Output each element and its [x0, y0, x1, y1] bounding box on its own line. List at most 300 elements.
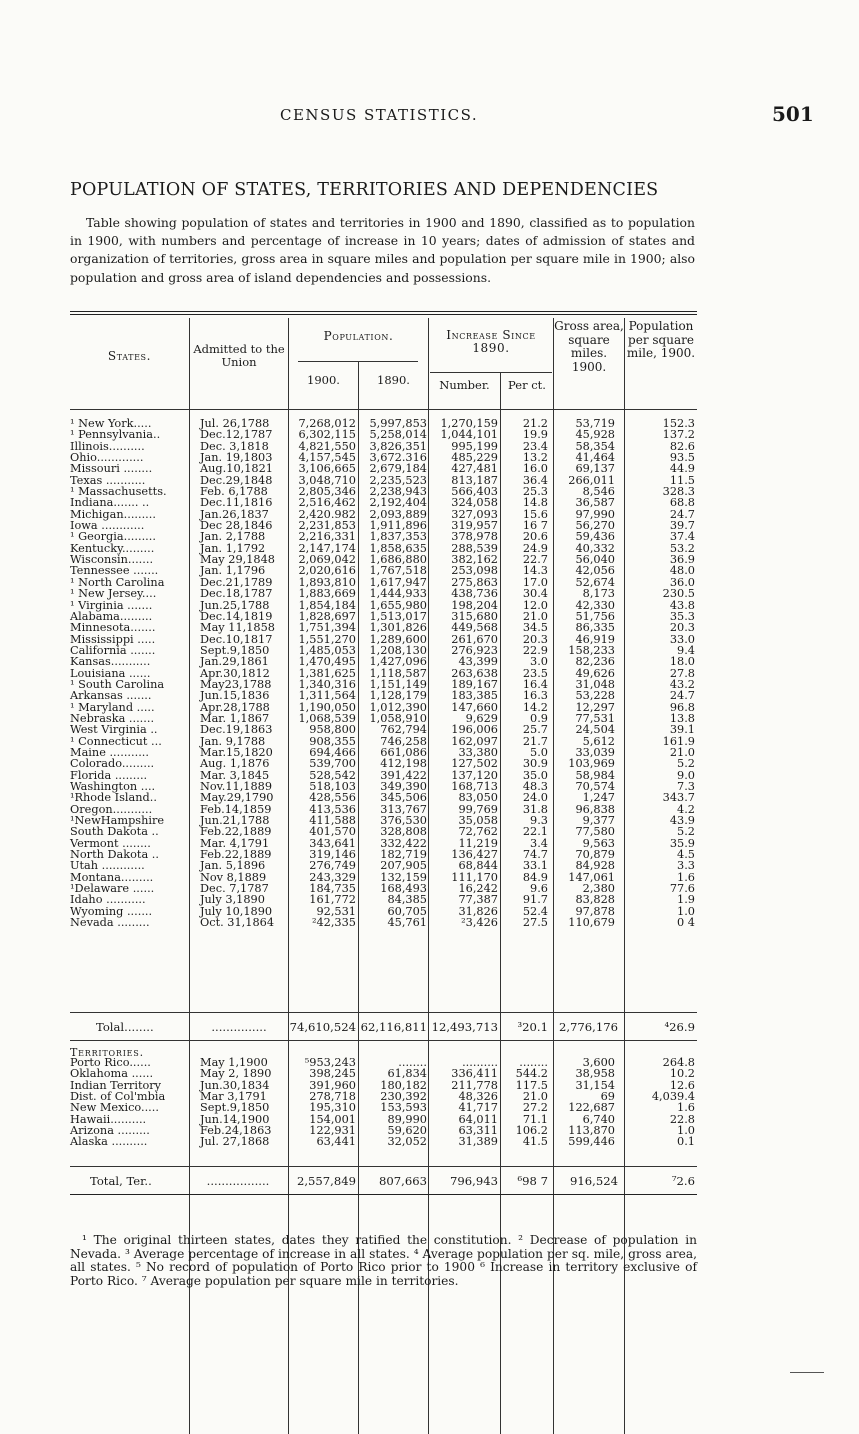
- table-cell: 9.0: [677, 768, 695, 782]
- table-cell: Dec.12,1787: [200, 428, 273, 442]
- table-cell: 266,011: [568, 473, 615, 487]
- table-cell: 3,826,351: [369, 439, 427, 453]
- table-cell: 6,740: [582, 1112, 615, 1126]
- table-cell: Dec. 7,1787: [200, 882, 269, 896]
- table-cell: 33.1: [522, 859, 548, 873]
- table-cell: 276,749: [309, 859, 356, 873]
- table-cell: 2,805,346: [298, 485, 356, 499]
- table-cell: 14.3: [522, 564, 548, 578]
- table-cell: 288,539: [451, 541, 498, 555]
- states-table-body: [70, 418, 697, 928]
- table-cell: Feb.24,1863: [200, 1124, 272, 1138]
- table-cell: 64,011: [458, 1112, 498, 1126]
- header-pop-1890: 1890.: [377, 373, 410, 387]
- terr-total-rule: [70, 1166, 697, 1167]
- table-cell: May23,1788: [200, 677, 272, 691]
- table-cell: 103,969: [568, 757, 615, 771]
- table-cell: 2,216,331: [298, 530, 356, 544]
- territories-total-row: [70, 1174, 697, 1188]
- table-cell: Oct. 31,1864: [200, 916, 275, 930]
- table-cell: May.29,1790: [200, 791, 274, 805]
- table-cell: 84,385: [387, 893, 427, 907]
- table-cell: 11,219: [458, 836, 498, 850]
- table-cell: 52.4: [522, 904, 548, 918]
- table-cell: 1,289,600: [369, 632, 427, 646]
- table-cell: 39.7: [669, 519, 695, 533]
- table-cell: 661,086: [380, 745, 427, 759]
- total-pop-1890: 62,116,811: [360, 1020, 427, 1034]
- terr-total-label: Total, Ter..: [90, 1174, 152, 1188]
- table-cell: 762,794: [380, 723, 427, 737]
- table-cell: 182,719: [380, 848, 427, 862]
- table-cell: 1,247: [582, 791, 615, 805]
- table-cell: 1,686,880: [369, 553, 427, 567]
- table-cell: 70,879: [575, 848, 615, 862]
- table-cell: ..........: [462, 1056, 498, 1069]
- table-cell: 528,542: [309, 768, 356, 782]
- table-cell: 32,052: [387, 1135, 427, 1149]
- table-cell: Mar 3,1791: [200, 1090, 267, 1104]
- table-cell: 196,006: [451, 723, 498, 737]
- table-cell: ¹Delaware ......: [70, 882, 155, 896]
- table-cell: 16,242: [458, 882, 498, 896]
- table-cell: Mar. 4,1791: [200, 836, 270, 850]
- table-cell: 4,157,545: [298, 451, 356, 465]
- table-cell: 13.2: [522, 451, 548, 465]
- table-cell: 198,204: [451, 598, 498, 612]
- table-cell: Jan. 5,1896: [200, 859, 266, 873]
- states-total-row: [70, 1020, 697, 1034]
- header-pop-1900: 1900.: [307, 373, 340, 387]
- table-cell: 92,531: [316, 904, 356, 918]
- table-cell: 336,411: [451, 1067, 498, 1081]
- table-cell: 25.7: [522, 723, 548, 737]
- table-cell: 30.4: [522, 587, 548, 601]
- table-cell: 21.0: [522, 1090, 548, 1104]
- table-cell: ¹ Maryland .....: [70, 700, 155, 714]
- table-cell: 51,756: [575, 609, 615, 623]
- table-cell: 82.6: [669, 439, 695, 453]
- table-cell: 162,097: [451, 734, 498, 748]
- table-cell: Hawaii..........: [70, 1112, 147, 1126]
- table-cell: 10.2: [669, 1067, 695, 1081]
- table-row: [70, 656, 697, 667]
- table-cell: 207,905: [380, 859, 427, 873]
- table-cell: 5.0: [530, 745, 548, 759]
- table-cell: 328,808: [380, 825, 427, 839]
- table-cell: ¹Rhode Island..: [70, 791, 157, 805]
- running-title: CENSUS STATISTICS.: [280, 106, 479, 124]
- table-cell: 43.2: [669, 677, 695, 691]
- table-cell: 8,546: [582, 485, 615, 499]
- table-cell: 485,229: [451, 451, 498, 465]
- table-cell: May 2, 1890: [200, 1067, 272, 1081]
- table-cell: 230,392: [380, 1090, 427, 1104]
- table-cell: 31,048: [575, 677, 615, 691]
- table-cell: 84.9: [522, 870, 548, 884]
- table-cell: Oregon...........: [70, 802, 153, 816]
- table-cell: 27.8: [669, 666, 695, 680]
- table-cell: 3,672.316: [369, 451, 427, 465]
- table-cell: 5,997,853: [369, 417, 427, 430]
- table-cell: 313,767: [380, 802, 427, 816]
- table-cell: 3,048,710: [298, 473, 356, 487]
- table-cell: May 29,1848: [200, 553, 275, 567]
- table-cell: Indian Territory: [70, 1078, 162, 1092]
- table-cell: 161,772: [309, 893, 356, 907]
- table-row: [70, 429, 697, 440]
- table-cell: 36,587: [575, 496, 615, 510]
- table-cell: 48,326: [458, 1090, 498, 1104]
- table-cell: Dec.14,1819: [200, 609, 273, 623]
- table-cell: 1,301,826: [369, 621, 427, 635]
- terr-total-gross-area: 916,524: [570, 1174, 618, 1188]
- table-cell: 1,751,394: [298, 621, 356, 635]
- table-cell: North Dakota ..: [70, 848, 159, 862]
- table-cell: 31,826: [458, 904, 498, 918]
- table-cell: Jun.30,1834: [200, 1078, 270, 1092]
- table-cell: ²42,335: [311, 916, 356, 930]
- table-cell: 2,380: [582, 882, 615, 896]
- table-cell: Nevada .........: [70, 916, 150, 930]
- table-cell: 77,387: [458, 893, 498, 907]
- table-cell: 0.9: [530, 711, 548, 725]
- table-row: [70, 724, 697, 735]
- table-cell: 63,311: [458, 1124, 498, 1138]
- table-cell: 24.7: [669, 507, 695, 521]
- table-cell: 319,957: [451, 519, 498, 533]
- table-top-rule: [70, 311, 697, 312]
- table-cell: 82,236: [575, 655, 615, 669]
- table-cell: 16.3: [522, 689, 548, 703]
- table-cell: 20.3: [669, 621, 695, 635]
- table-cell: 1,068,539: [298, 711, 356, 725]
- terr-total-per-ct: ⁶98 7: [517, 1174, 548, 1188]
- table-cell: 25.3: [522, 485, 548, 499]
- table-cell: Jan. 19,1803: [200, 451, 273, 465]
- table-cell: 2,069,042: [298, 553, 356, 567]
- table-cell: 16.4: [522, 677, 548, 691]
- table-cell: 958,800: [309, 723, 356, 737]
- terr-total-pop-per-mile: ⁷2.6: [671, 1174, 695, 1188]
- table-cell: Jan.26,1837: [200, 507, 269, 521]
- table-cell: 2,516,462: [298, 496, 356, 510]
- territories-table-body: [70, 1057, 697, 1148]
- table-cell: ¹ New York.....: [70, 417, 152, 430]
- table-cell: 136,427: [451, 848, 498, 862]
- table-cell: 23.5: [522, 666, 548, 680]
- table-cell: 69,137: [575, 462, 615, 476]
- table-cell: 21.0: [669, 745, 695, 759]
- table-cell: 60,705: [387, 904, 427, 918]
- table-cell: Aug. 1,1876: [200, 757, 270, 771]
- table-cell: 161.9: [662, 734, 695, 748]
- table-cell: 24.7: [669, 689, 695, 703]
- table-cell: 261,670: [451, 632, 498, 646]
- table-cell: 189,167: [451, 677, 498, 691]
- table-cell: 97,990: [575, 507, 615, 521]
- table-cell: 428,556: [309, 791, 356, 805]
- table-cell: 59,620: [387, 1124, 427, 1138]
- table-cell: 1,911,896: [369, 519, 427, 533]
- table-cell: Montana.........: [70, 870, 154, 884]
- table-cell: Feb.14,1859: [200, 802, 272, 816]
- table-cell: 263,638: [451, 666, 498, 680]
- table-cell: Washington ....: [70, 780, 156, 793]
- table-cell: 1,893,810: [298, 575, 356, 589]
- table-cell: May 11,1858: [200, 621, 275, 635]
- table-cell: Maine ...........: [70, 745, 149, 759]
- table-cell: Florida .........: [70, 768, 148, 782]
- table-cell: 24.9: [522, 541, 548, 555]
- table-cell: 53.2: [669, 541, 695, 555]
- table-cell: ¹ Georgia.........: [70, 530, 156, 544]
- table-cell: 1,828,697: [298, 609, 356, 623]
- table-cell: 53,228: [575, 689, 615, 703]
- table-cell: 518,103: [309, 780, 356, 793]
- page-number: 501: [772, 102, 814, 126]
- header-admitted: Admitted to the Union: [193, 342, 285, 369]
- table-cell: 1.6: [677, 870, 695, 884]
- table-cell: 4.2: [677, 802, 695, 816]
- table-cell: 8,173: [582, 587, 615, 601]
- table-cell: 17.0: [522, 575, 548, 589]
- table-cell: 154,001: [309, 1112, 356, 1126]
- table-cell: 327,093: [451, 507, 498, 521]
- table-cell: Feb.22,1889: [200, 825, 272, 839]
- table-cell: 36.4: [522, 473, 548, 487]
- table-cell: 995,199: [451, 439, 498, 453]
- table-cell: 61,834: [387, 1067, 427, 1081]
- table-cell: 22.9: [522, 643, 548, 657]
- table-cell: Aug.10,1821: [200, 462, 273, 476]
- table-cell: 56,040: [575, 553, 615, 567]
- table-cell: 45,761: [387, 916, 427, 930]
- table-cell: 14.2: [522, 700, 548, 714]
- intro-paragraph: [70, 214, 695, 287]
- table-cell: 71.1: [522, 1112, 548, 1126]
- table-cell: 908,355: [309, 734, 356, 748]
- table-cell: 110,679: [568, 916, 615, 930]
- table-cell: 31.8: [522, 802, 548, 816]
- table-cell: ¹NewHampshire: [70, 814, 165, 828]
- table-cell: 38,958: [575, 1067, 615, 1081]
- table-cell: Michigan.........: [70, 507, 156, 521]
- table-cell: 1,551,270: [298, 632, 356, 646]
- table-cell: 382,162: [451, 553, 498, 567]
- table-cell: 427,481: [451, 462, 498, 476]
- table-cell: 5,612: [582, 734, 615, 748]
- table-cell: Vermont ........: [70, 836, 151, 850]
- table-cell: Dec.10,1817: [200, 632, 273, 646]
- table-cell: 41,464: [575, 451, 615, 465]
- table-cell: 122,931: [309, 1124, 356, 1138]
- table-cell: 20.3: [522, 632, 548, 646]
- table-cell: Porto Rico......: [70, 1056, 151, 1069]
- territory-row: [70, 1136, 697, 1147]
- table-cell: 77,531: [575, 711, 615, 725]
- table-cell: Colorado.........: [70, 757, 155, 771]
- table-cell: Jan. 1,1792: [200, 541, 266, 555]
- table-cell: 74.7: [522, 848, 548, 862]
- table-cell: 34.5: [522, 621, 548, 635]
- table-top-rule-inner: [70, 314, 697, 315]
- table-cell: 5.2: [677, 825, 695, 839]
- table-cell: 168,713: [451, 780, 498, 793]
- table-cell: 89,990: [387, 1112, 427, 1126]
- table-cell: 253,098: [451, 564, 498, 578]
- table-cell: 412,198: [380, 757, 427, 771]
- table-cell: 84,928: [575, 859, 615, 873]
- table-cell: 63,441: [316, 1135, 356, 1149]
- table-cell: Dec.18,1787: [200, 587, 273, 601]
- table-cell: New Mexico.....: [70, 1101, 159, 1115]
- table-cell: ¹ Connecticut ...: [70, 734, 162, 748]
- table-cell: Mar.15,1820: [200, 745, 273, 759]
- table-cell: 117.5: [515, 1078, 548, 1092]
- table-cell: ²3,426: [461, 916, 498, 930]
- table-cell: Kentucky.........: [70, 541, 155, 555]
- table-cell: 48.3: [522, 780, 548, 793]
- corner-mark: [790, 1372, 824, 1373]
- table-cell: Tennessee .......: [70, 564, 159, 578]
- table-cell: 324,058: [451, 496, 498, 510]
- total-pop-per-mile: ⁴26.9: [664, 1020, 695, 1034]
- table-cell: 15.6: [522, 507, 548, 521]
- table-cell: 23.4: [522, 439, 548, 453]
- table-cell: 1,118,587: [369, 666, 427, 680]
- table-cell: 2,420.982: [298, 507, 356, 521]
- table-cell: 1,311,564: [298, 689, 356, 703]
- table-cell: 9,629: [465, 711, 498, 725]
- table-cell: 70,574: [575, 780, 615, 793]
- intro-text: Table showing population of states and territories in 1900 and 1890, classified as to population in 1900, with numbers and percentage of increase in 10 years; dates of admission of states and organization of territories, gross area in square miles and population per square mile in 1900; also population and gross area of island dependencies and possessions.: [70, 215, 695, 285]
- table-cell: 21.2: [522, 417, 548, 430]
- table-cell: 3,600: [582, 1056, 615, 1069]
- table-cell: Jul. 27,1868: [200, 1135, 270, 1149]
- table-cell: 1,427,096: [369, 655, 427, 669]
- table-cell: Alabama.........: [70, 609, 153, 623]
- table-cell: 813,187: [451, 473, 498, 487]
- table-cell: 746,258: [380, 734, 427, 748]
- table-cell: 264.8: [662, 1056, 695, 1069]
- table-cell: 30.9: [522, 757, 548, 771]
- table-cell: 27.5: [522, 916, 548, 930]
- table-cell: 539,700: [309, 757, 356, 771]
- table-cell: 147,061: [568, 870, 615, 884]
- total-label: Tolal........: [96, 1020, 154, 1034]
- table-cell: 22.7: [522, 553, 548, 567]
- table-row: [70, 588, 697, 599]
- table-cell: 9,563: [582, 836, 615, 850]
- table-cell: 83,050: [458, 791, 498, 805]
- table-cell: 56,270: [575, 519, 615, 533]
- table-cell: 0.1: [677, 1135, 695, 1149]
- table-cell: 48.0: [669, 564, 695, 578]
- table-cell: 2,679,184: [369, 462, 427, 476]
- table-cell: Jul. 26,1788: [200, 417, 270, 430]
- header-number: Number.: [439, 378, 490, 392]
- table-cell: 20.6: [522, 530, 548, 544]
- table-cell: 1,044,101: [440, 428, 498, 442]
- table-cell: 35,058: [458, 814, 498, 828]
- header-states: States.: [107, 349, 152, 363]
- table-cell: 127,502: [451, 757, 498, 771]
- table-cell: Feb. 6,1788: [200, 485, 268, 499]
- table-cell: Arizona .........: [70, 1124, 150, 1138]
- table-cell: Dec. 3,1818: [200, 439, 269, 453]
- table-cell: Sept.9,1850: [200, 1101, 270, 1115]
- table-cell: 3,106,665: [298, 462, 356, 476]
- table-cell: 183,385: [451, 689, 498, 703]
- table-cell: 168,493: [380, 882, 427, 896]
- table-cell: South Dakota ..: [70, 825, 159, 839]
- table-cell: 137.2: [662, 428, 695, 442]
- table-cell: 96.8: [669, 700, 695, 714]
- table-cell: Indiana....... ..: [70, 496, 150, 510]
- table-cell: 12.6: [669, 1078, 695, 1092]
- table-cell: 1,883,669: [298, 587, 356, 601]
- table-cell: ........: [398, 1056, 427, 1069]
- table-cell: Dec.21,1789: [200, 575, 273, 589]
- table-cell: 152.3: [662, 417, 695, 430]
- table-cell: 18.0: [669, 655, 695, 669]
- table-cell: Utah ............: [70, 859, 145, 873]
- table-cell: 1,470,495: [298, 655, 356, 669]
- table-cell: 68.8: [669, 496, 695, 510]
- table-cell: 137,120: [451, 768, 498, 782]
- table-cell: 58,984: [575, 768, 615, 782]
- table-cell: 83,828: [575, 893, 615, 907]
- table-cell: 243,329: [309, 870, 356, 884]
- table-cell: 36.0: [669, 575, 695, 589]
- table-cell: 147,660: [451, 700, 498, 714]
- table-cell: Dec.11,1816: [200, 496, 273, 510]
- table-cell: Minnesota.......: [70, 621, 156, 635]
- table-cell: Illinois..........: [70, 439, 145, 453]
- table-cell: 33,039: [575, 745, 615, 759]
- table-cell: 53,719: [575, 417, 615, 430]
- table-cell: Dist. of Col'mbia: [70, 1090, 166, 1104]
- table-cell: 278,718: [309, 1090, 356, 1104]
- table-cell: 19.9: [522, 428, 548, 442]
- table-cell: 16.0: [522, 462, 548, 476]
- table-cell: 132,159: [380, 870, 427, 884]
- table-cell: 438,736: [451, 587, 498, 601]
- table-cell: 14.8: [522, 496, 548, 510]
- table-cell: 411,588: [309, 814, 356, 828]
- table-cell: Idaho ...........: [70, 893, 146, 907]
- table-cell: 1,444,933: [369, 587, 427, 601]
- table-cell: 39.1: [669, 723, 695, 737]
- table-cell: 180,182: [380, 1078, 427, 1092]
- table-cell: 1,767,518: [369, 564, 427, 578]
- table-cell: 449,568: [451, 621, 498, 635]
- table-cell: 1.0: [677, 1124, 695, 1138]
- table-cell: 41,717: [458, 1101, 498, 1115]
- table-cell: 378,978: [451, 530, 498, 544]
- table-cell: 69: [600, 1090, 615, 1104]
- table-cell: Jan. 9,1788: [200, 734, 266, 748]
- table-cell: Mar. 3,1845: [200, 768, 270, 782]
- table-cell: 276,923: [451, 643, 498, 657]
- table-cell: Apr.30,1812: [200, 666, 270, 680]
- table-cell: 40,332: [575, 541, 615, 555]
- table-cell: 401,570: [309, 825, 356, 839]
- table-cell: 12.0: [522, 598, 548, 612]
- table-cell: 7.3: [677, 780, 695, 793]
- table-cell: 58,354: [575, 439, 615, 453]
